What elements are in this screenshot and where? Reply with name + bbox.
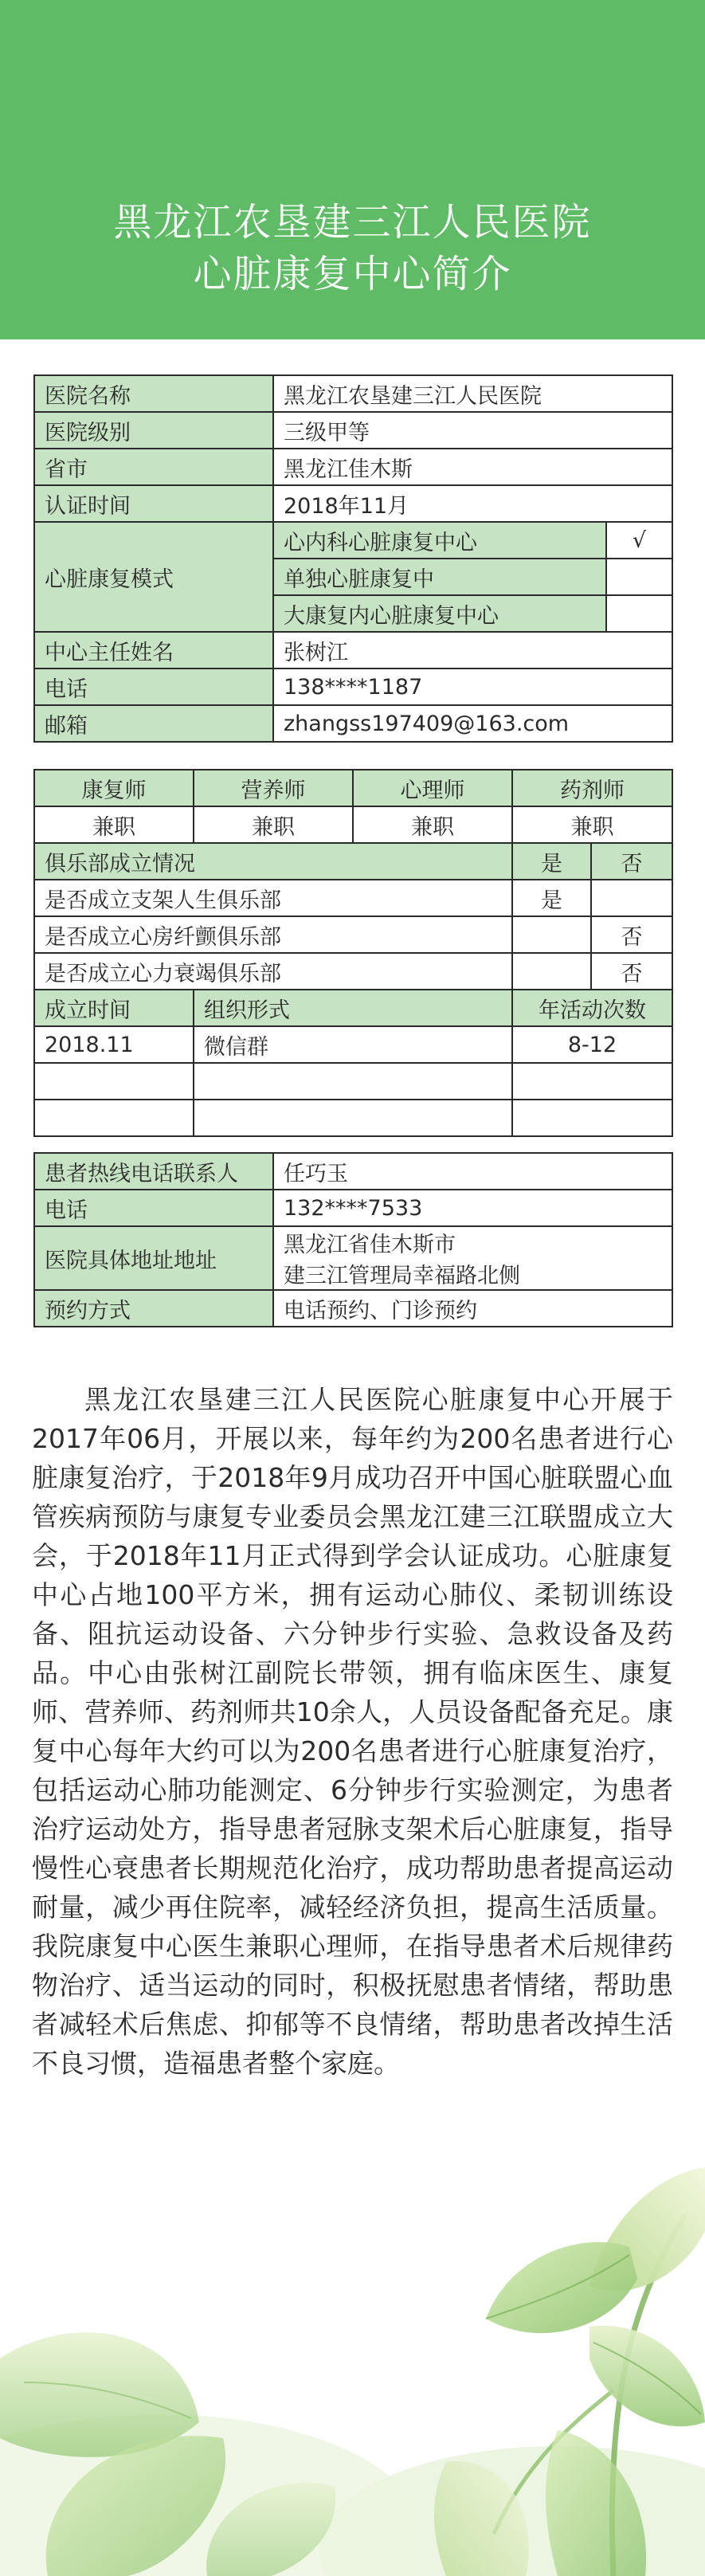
activity-header: 组织形式 (194, 990, 512, 1026)
activity-cell (34, 1063, 194, 1100)
city-value: 黑龙江佳木斯 (273, 449, 672, 485)
club-no: 否 (591, 953, 672, 990)
table-row (34, 669, 672, 705)
booking-value: 电话预约、门诊预约 (273, 1290, 672, 1327)
table-row (34, 843, 672, 880)
table-row (34, 705, 672, 742)
staff-club-table (33, 769, 673, 1137)
hospital-level-value: 三级甲等 (273, 412, 672, 449)
club-no (591, 880, 672, 916)
club-yes-header: 是 (512, 843, 591, 880)
table-row (34, 990, 672, 1026)
staff-header: 营养师 (194, 770, 353, 806)
staff-value: 兼职 (194, 806, 353, 843)
cert-time-value: 2018年11月 (273, 485, 672, 522)
activity-cell (194, 1063, 512, 1100)
staff-header: 心理师 (353, 770, 512, 806)
rehab-mode-check (606, 559, 672, 595)
director-label: 中心主任姓名 (34, 632, 273, 669)
director-value: 张树江 (273, 632, 672, 669)
table-row (34, 916, 672, 953)
rehab-mode-check: √ (606, 522, 672, 559)
hotline-person: 任巧玉 (273, 1153, 672, 1190)
table-row (34, 412, 672, 449)
table-row (34, 522, 672, 559)
hospital-name-label: 医院名称 (34, 375, 273, 412)
club-name: 是否成立支架人生俱乐部 (34, 880, 512, 916)
booking-label: 预约方式 (34, 1290, 273, 1327)
rehab-mode-check (606, 595, 672, 632)
table-row (34, 1190, 672, 1226)
header-banner (0, 0, 705, 339)
cert-time-label: 认证时间 (34, 485, 273, 522)
staff-header: 药剂师 (512, 770, 672, 806)
city-label: 省市 (34, 449, 273, 485)
activity-cell (512, 1063, 672, 1100)
club-yes: 是 (512, 880, 591, 916)
email-label: 邮箱 (34, 705, 273, 742)
club-yes (512, 953, 591, 990)
contact-phone-value: 132****7533 (273, 1190, 672, 1226)
hospital-level-label: 医院级别 (34, 412, 273, 449)
activity-cell (512, 1100, 672, 1136)
table-row (34, 1290, 672, 1327)
activity-cell (34, 1100, 194, 1136)
staff-value: 兼职 (353, 806, 512, 843)
rehab-mode-option: 大康复内心脏康复中心 (273, 595, 606, 632)
staff-value: 兼职 (512, 806, 672, 843)
hotline-label: 患者热线电话联系人 (34, 1153, 273, 1190)
table-row (34, 1226, 672, 1290)
table-row (34, 1100, 672, 1136)
page-title-line1: 黑龙江农垦建三江人民医院 (113, 200, 592, 245)
staff-value: 兼职 (34, 806, 194, 843)
club-name: 是否成立心力衰竭俱乐部 (34, 953, 512, 990)
table-row (34, 485, 672, 522)
table-row (34, 770, 672, 806)
hospital-name-value: 黑龙江农垦建三江人民医院 (273, 375, 672, 412)
page-title-line2: 心脏康复中心简介 (193, 252, 512, 296)
rehab-mode-label: 心脏康复模式 (34, 522, 273, 632)
contact-phone-label: 电话 (34, 1190, 273, 1226)
table-row (34, 449, 672, 485)
leaf-illustration (0, 2119, 705, 2576)
address-label: 医院具体地址地址 (34, 1226, 273, 1290)
table-row (34, 375, 672, 412)
address-line2: 建三江管理局幸福路北侧 (284, 1264, 520, 1288)
table-row (34, 1153, 672, 1190)
staff-header: 康复师 (34, 770, 194, 806)
club-header-label: 俱乐部成立情况 (34, 843, 512, 880)
contact-table (33, 1152, 673, 1327)
activity-cell: 8-12 (512, 1026, 672, 1063)
activity-cell: 2018.11 (34, 1026, 194, 1063)
activity-cell (194, 1100, 512, 1136)
table-row (34, 880, 672, 916)
table-row (34, 1026, 672, 1063)
club-name: 是否成立心房纤颤俱乐部 (34, 916, 512, 953)
rehab-mode-option: 单独心脏康复中 (273, 559, 606, 595)
phone-label: 电话 (34, 669, 273, 705)
address-line1: 黑龙江省佳木斯市 (284, 1233, 456, 1257)
club-yes (512, 916, 591, 953)
table-row (34, 632, 672, 669)
table-row (34, 806, 672, 843)
rehab-mode-option: 心内科心脏康复中心 (273, 522, 606, 559)
club-no: 否 (591, 916, 672, 953)
club-no-header: 否 (591, 843, 672, 880)
address-value (273, 1226, 672, 1290)
activity-cell: 微信群 (194, 1026, 512, 1063)
table-row (34, 1063, 672, 1100)
activity-header: 年活动次数 (512, 990, 672, 1026)
intro-section (32, 1380, 673, 2083)
phone-value: 138****1187 (273, 669, 672, 705)
activity-header: 成立时间 (34, 990, 194, 1026)
email-value: zhangss197409@163.com (273, 705, 672, 742)
intro-paragraph: 黑龙江农垦建三江人民医院心脏康复中心开展于2017年06月，开展以来，每年约为200名患者进行心脏康复治疗，于2018年9月成功召开中国心脏联盟心血管疾病预防与康复专业委员会黑龙江建三江联盟成立大会，于2018年11月正式得到学会认证成功。心脏康复中心占地100平方米，拥有运动心肺仪、柔韧训练设备、阻抗运动设备、六分钟步行实验、急救设备及药品。中心由张树江副院长带领，拥有临床医生、康复师、营养师、药剂师共10余人，人员设备配备充足。康复中心每年大约可以为200名患者进行心脏康复治疗，包括运动心肺功能测定、6分钟步行实验测定，为患者治疗运动处方，指导患者冠脉支架术后心脏康复，指导慢性心衰患者长期规范化治疗，成功帮助患者提高运动耐量，减少再住院率，减轻经济负担，提高生活质量。我院康复中心医生兼职心理师，在指导患者术后规律药物治疗、适当运动的同时，积极抚慰患者情绪，帮助患者减轻术后焦虑、抑郁等不良情绪，帮助患者改掉生活不良习惯，造福患者整个家庭。 (32, 1384, 673, 2079)
table-row (34, 953, 672, 990)
hospital-info-table (33, 374, 673, 743)
